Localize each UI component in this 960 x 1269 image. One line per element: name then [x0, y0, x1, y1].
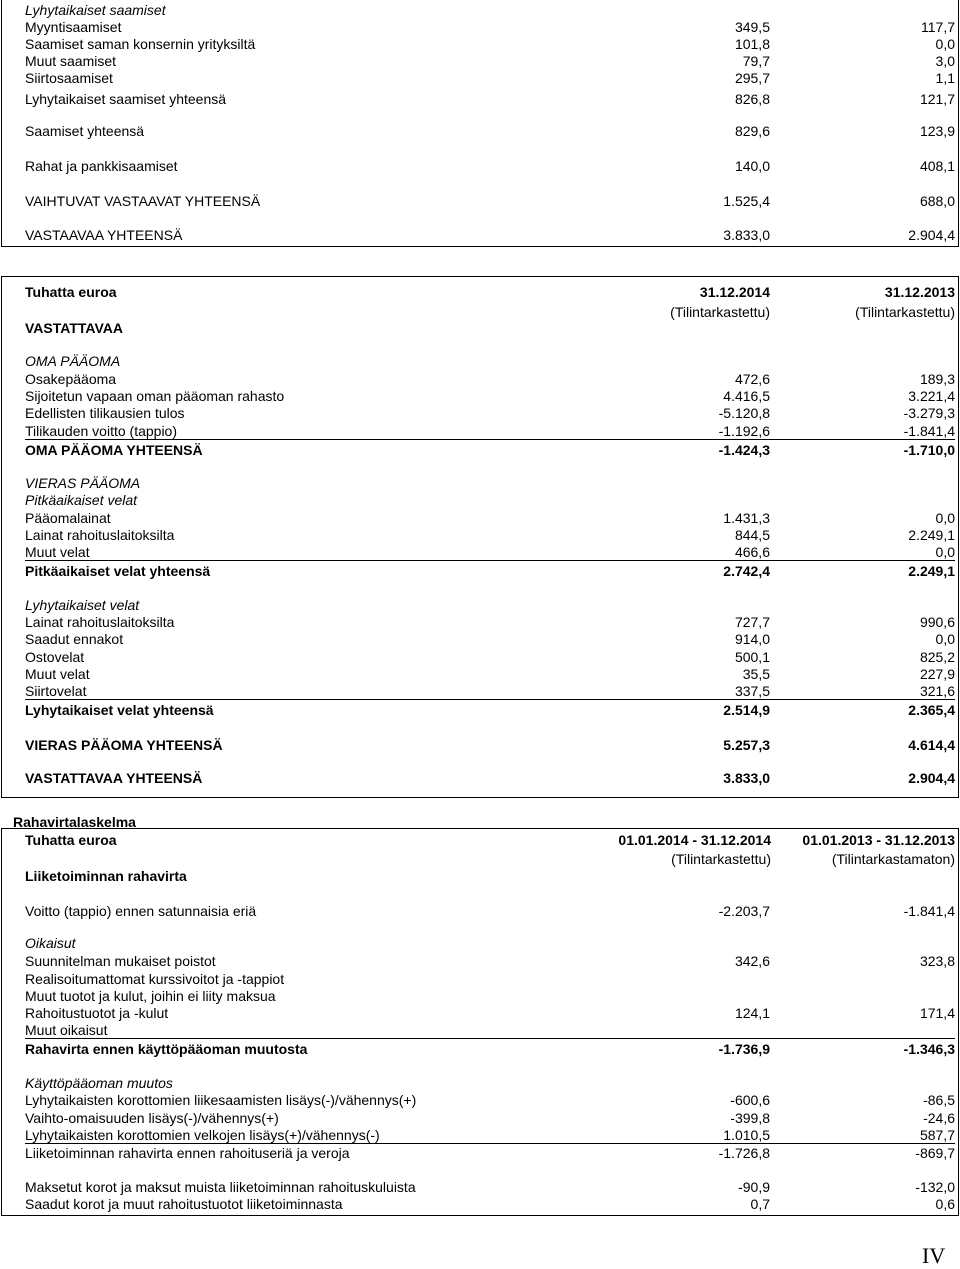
section-heading-label: VASTATTAVAA — [25, 320, 123, 336]
value-2013: -86,5 — [923, 1092, 955, 1108]
row-label: Muut velat — [25, 544, 90, 560]
liabilities-row — [25, 683, 955, 700]
value-2014: 3.833,0 — [723, 227, 770, 243]
value-2014: 0,7 — [750, 1196, 770, 1212]
cashflow-row — [25, 1145, 955, 1162]
column-period-2014: 01.01.2014 - 31.12.2014 — [618, 832, 771, 848]
liabilities-total-row — [25, 770, 955, 787]
value-2014: 472,6 — [734, 371, 770, 387]
value-2014: 2.514,9 — [723, 702, 770, 718]
audit-status-2013: (Tilintarkastamaton) — [831, 851, 955, 867]
assets-row — [25, 53, 955, 70]
row-label: Saamiset saman konsernin yrityksiltä — [25, 36, 256, 52]
row-label: VASTATTAVAA YHTEENSÄ — [25, 770, 203, 786]
value-2013: -869,7 — [915, 1145, 955, 1161]
value-2013: 227,9 — [919, 666, 955, 682]
value-2014: 1.431,3 — [723, 510, 770, 526]
value-2014: 500,1 — [734, 649, 770, 665]
value-2013: 1,1 — [935, 70, 955, 86]
cashflow-header-row — [25, 832, 955, 849]
section-heading-label: Liiketoiminnan rahavirta — [25, 868, 187, 884]
value-2013: -24,6 — [923, 1110, 955, 1126]
liabilities-row — [25, 475, 955, 492]
value-2013: -1.841,4 — [903, 423, 955, 439]
cashflow-row — [25, 1179, 955, 1196]
value-2013: 2.904,4 — [908, 770, 955, 786]
value-2013: -1.710,0 — [903, 442, 955, 458]
audit-status-row — [25, 851, 955, 868]
cashflow-frame — [1, 828, 959, 1216]
value-2014: -1.192,6 — [718, 423, 770, 439]
row-label: Lainat rahoituslaitoksilta — [25, 527, 175, 543]
row-label: Muut oikaisut — [25, 1022, 108, 1038]
row-label: Lyhytaikaiset saamiset — [25, 2, 166, 18]
row-label: Saadut korot ja muut rahoitustuotot liiketoiminnasta — [25, 1196, 343, 1212]
row-label: OMA PÄÄOMA — [25, 353, 121, 369]
value-2014: -1.726,8 — [718, 1145, 770, 1161]
row-label: Ostovelat — [25, 649, 85, 665]
liabilities-row — [25, 666, 955, 683]
row-label: Oikaisut — [25, 935, 76, 951]
value-2013: 3.221,4 — [908, 388, 955, 404]
value-2013: 0,6 — [935, 1196, 955, 1212]
row-label: Suunnitelman mukaiset poistot — [25, 953, 216, 969]
value-2014: 844,5 — [734, 527, 770, 543]
liabilities-row — [25, 405, 955, 422]
audit-status-2013: (Tilintarkastettu) — [855, 304, 955, 320]
cashflow-row — [25, 1110, 955, 1127]
row-label: Siirtovelat — [25, 683, 87, 699]
value-2013: -1.346,3 — [903, 1041, 955, 1057]
row-label: Sijoitetun vapaan oman pääoman rahasto — [25, 388, 285, 404]
value-2014: 914,0 — [734, 631, 770, 647]
value-2013: -132,0 — [915, 1179, 955, 1195]
unit-label: Tuhatta euroa — [25, 832, 117, 848]
value-2013: 587,7 — [919, 1127, 955, 1143]
cashflow-row — [25, 935, 955, 952]
row-label: Edellisten tilikausien tulos — [25, 405, 185, 421]
assets-row — [25, 36, 955, 53]
value-2014: 140,0 — [734, 158, 770, 174]
column-date-2013: 31.12.2013 — [884, 284, 955, 300]
value-2014: 295,7 — [734, 70, 770, 86]
row-label: Lyhytaikaisten korottomien liikesaamisten lisäys(-)/vähennys(+) — [25, 1092, 417, 1108]
row-label: Realisoitumattomat kurssivoitot ja -tappiot — [25, 971, 285, 987]
value-2013: 2.249,1 — [908, 563, 955, 579]
cashflow-subtotal-row — [25, 1041, 955, 1058]
value-2013: 323,8 — [919, 953, 955, 969]
liabilities-row — [25, 597, 955, 614]
value-2013: 0,0 — [935, 544, 955, 560]
value-2013: 408,1 — [919, 158, 955, 174]
liabilities-row — [25, 527, 955, 544]
assets-row — [25, 19, 955, 36]
row-label: Käyttöpääoman muutos — [25, 1075, 173, 1091]
row-label: Maksetut korot ja maksut muista liiketoiminnan rahoituskuluista — [25, 1179, 416, 1195]
value-2014: 466,6 — [734, 544, 770, 560]
audit-status-row — [25, 304, 955, 321]
row-label: VIERAS PÄÄOMA YHTEENSÄ — [25, 737, 223, 753]
cashflow-row — [25, 1075, 955, 1092]
value-2013: 0,0 — [935, 631, 955, 647]
value-2014: 79,7 — [742, 53, 770, 69]
liabilities-subtotal-row — [25, 442, 955, 459]
row-label: Muut tuotot ja kulut, joihin ei liity maksua — [25, 988, 276, 1004]
row-label: Lainat rahoituslaitoksilta — [25, 614, 175, 630]
row-label: Pitkäaikaiset velat yhteensä — [25, 563, 211, 579]
row-label: Myyntisaamiset — [25, 19, 122, 35]
column-date-2014: 31.12.2014 — [699, 284, 770, 300]
row-label: VIERAS PÄÄOMA — [25, 475, 141, 491]
liabilities-row — [25, 544, 955, 561]
row-label: Vaihto-omaisuuden lisäys(-)/vähennys(+) — [25, 1110, 279, 1126]
row-label: Rahavirta ennen käyttöpääoman muutosta — [25, 1041, 308, 1057]
value-2013: 189,3 — [919, 371, 955, 387]
row-label: Pitkäaikaiset velat — [25, 492, 138, 508]
value-2014: 826,8 — [734, 91, 770, 107]
value-2014: -1.424,3 — [718, 442, 770, 458]
value-2014: 342,6 — [734, 953, 770, 969]
assets-row — [25, 91, 955, 108]
row-label: Saadut ennakot — [25, 631, 124, 647]
cashflow-row — [25, 1196, 955, 1213]
cashflow-row — [25, 971, 955, 988]
row-label: Muut saamiset — [25, 53, 117, 69]
liabilities-row — [25, 649, 955, 666]
cashflow-row — [25, 1022, 955, 1039]
liabilities-row — [25, 353, 955, 370]
liabilities-row — [25, 614, 955, 631]
liabilities-subtotal-row — [25, 563, 955, 580]
row-label: Rahoitustuotot ja -kulut — [25, 1005, 169, 1021]
value-2014: 829,6 — [734, 123, 770, 139]
value-2014: 1.525,4 — [723, 193, 770, 209]
value-2014: -399,8 — [730, 1110, 770, 1126]
value-2013: 2.365,4 — [908, 702, 955, 718]
row-label: Lyhytaikaisten korottomien velkojen lisäys(+)/vähennys(-) — [25, 1127, 380, 1143]
row-label: Osakepääoma — [25, 371, 117, 387]
value-2013: 3,0 — [935, 53, 955, 69]
value-2013: 2.904,4 — [908, 227, 955, 243]
row-label: Muut velat — [25, 666, 90, 682]
value-2014: -1.736,9 — [718, 1041, 770, 1057]
value-2013: 825,2 — [919, 649, 955, 665]
value-2014: -90,9 — [738, 1179, 770, 1195]
value-2014: 5.257,3 — [723, 737, 770, 753]
value-2014: 349,5 — [734, 19, 770, 35]
value-2014: 124,1 — [734, 1005, 770, 1021]
value-2014: 4.416,5 — [723, 388, 770, 404]
value-2013: 0,0 — [935, 510, 955, 526]
value-2013: 0,0 — [935, 36, 955, 52]
value-2013: 123,9 — [919, 123, 955, 139]
value-2013: 171,4 — [919, 1005, 955, 1021]
liabilities-row — [25, 510, 955, 527]
value-2014: 101,8 — [734, 36, 770, 52]
value-2013: 688,0 — [919, 193, 955, 209]
value-2014: 2.742,4 — [723, 563, 770, 579]
audit-status-2014: (Tilintarkastettu) — [670, 304, 770, 320]
value-2013: -1.841,4 — [903, 903, 955, 919]
value-2014: 337,5 — [734, 683, 770, 699]
section-heading — [25, 868, 955, 885]
value-2014: 35,5 — [742, 666, 770, 682]
column-period-2013: 01.01.2013 - 31.12.2013 — [802, 832, 955, 848]
value-2014: 3.833,0 — [723, 770, 770, 786]
liabilities-row — [25, 492, 955, 509]
row-label: VASTAAVAA YHTEENSÄ — [25, 227, 183, 243]
value-2013: 117,7 — [921, 19, 955, 35]
value-2013: -3.279,3 — [903, 405, 955, 421]
cashflow-row — [25, 1005, 955, 1022]
row-label: Rahat ja pankkisaamiset — [25, 158, 178, 174]
row-label: VAIHTUVAT VASTAAVAT YHTEENSÄ — [25, 193, 261, 209]
assets-row — [25, 2, 955, 19]
liabilities-header-row — [25, 284, 955, 301]
liabilities-row — [25, 371, 955, 388]
value-2014: -600,6 — [730, 1092, 770, 1108]
row-label: Saamiset yhteensä — [25, 123, 145, 139]
liabilities-row — [25, 631, 955, 648]
liabilities-frame — [1, 276, 959, 798]
value-2013: 4.614,4 — [908, 737, 955, 753]
row-label: OMA PÄÄOMA YHTEENSÄ — [25, 442, 203, 458]
cashflow-title: Rahavirtalaskelma — [13, 814, 136, 830]
section-heading — [25, 320, 955, 337]
liabilities-subtotal-row — [25, 737, 955, 754]
assets-row — [25, 158, 955, 175]
value-2014: -5.120,8 — [718, 405, 770, 421]
value-2013: 2.249,1 — [908, 527, 955, 543]
assets-row — [25, 193, 955, 210]
row-label: Tilikauden voitto (tappio) — [25, 423, 178, 439]
assets-frame — [1, 0, 959, 247]
row-label: Siirtosaamiset — [25, 70, 113, 86]
liabilities-row — [25, 388, 955, 405]
row-label: Lyhytaikaiset saamiset yhteensä — [25, 91, 227, 107]
page-number: IV — [922, 1243, 946, 1268]
cashflow-row — [25, 988, 955, 1005]
row-label: Voitto (tappio) ennen satunnaisia eriä — [25, 903, 257, 919]
audit-status-2014: (Tilintarkastettu) — [671, 851, 771, 867]
value-2014: 727,7 — [734, 614, 770, 630]
cashflow-row — [25, 953, 955, 970]
row-label: Lyhytaikaiset velat — [25, 597, 140, 613]
value-2013: 321,6 — [919, 683, 955, 699]
value-2013: 121,7 — [919, 91, 955, 107]
cashflow-row — [25, 1127, 955, 1144]
cashflow-row — [25, 903, 955, 920]
assets-row — [25, 70, 955, 87]
liabilities-row — [25, 423, 955, 440]
row-label: Lyhytaikaiset velat yhteensä — [25, 702, 214, 718]
value-2013: 990,6 — [919, 614, 955, 630]
assets-row — [25, 123, 955, 140]
assets-total-row — [25, 227, 955, 244]
value-2014: 1.010,5 — [723, 1127, 770, 1143]
value-2014: -2.203,7 — [718, 903, 770, 919]
unit-label: Tuhatta euroa — [25, 284, 117, 300]
row-label: Liiketoiminnan rahavirta ennen rahoituseriä ja veroja — [25, 1145, 350, 1161]
cashflow-row — [25, 1092, 955, 1109]
liabilities-subtotal-row — [25, 702, 955, 719]
row-label: Pääomalainat — [25, 510, 111, 526]
